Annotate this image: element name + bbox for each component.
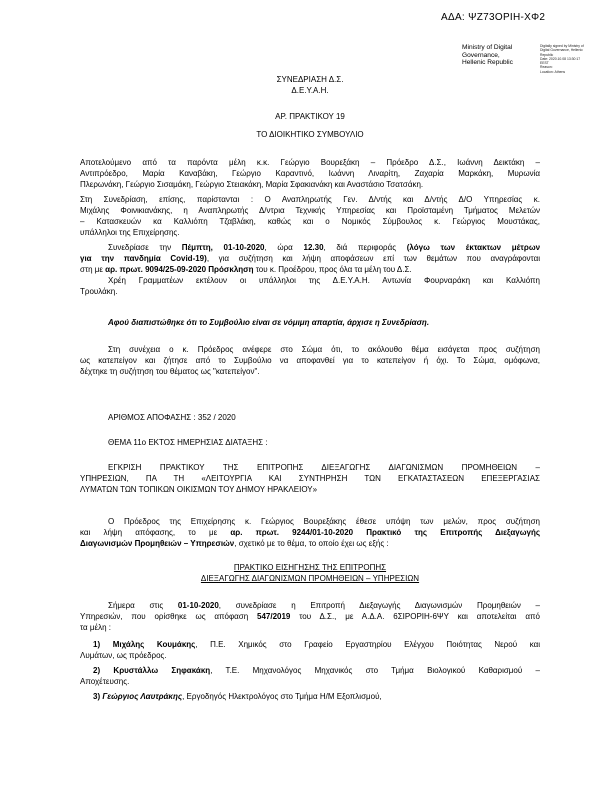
member-item [80, 639, 540, 650]
text: , σχετικό με το θέμα, το οποίο έχει ως εξής : [234, 539, 389, 548]
member-role: , Τ.Ε. Μηχανολόγος Μηχανικός στο Τμήμα Βιολογικού Καθαρισμού – [210, 666, 540, 675]
stamp-main-line: Governance, [462, 51, 500, 59]
session-title: ΣΥΝΕΔΡΙΑΣΗ Δ.Σ. [276, 75, 344, 84]
committee-minutes-ref: Διαγωνισμών Προμηθειών – Υπηρεσιών [80, 539, 235, 548]
session-date-line [80, 253, 540, 264]
stamp-detail-line: Reason: [540, 65, 553, 70]
stamp-detail-line: Digitally signed by Ministry of [540, 44, 584, 48]
member-role: , Εργοδηγός Ηλεκτρολόγος στο Τμήμα Η/Μ Εξοπλισμού, [182, 692, 382, 701]
member-number: 1) [93, 640, 101, 649]
text: και λήψη απόφασης, το με [80, 528, 231, 537]
member-item-cont: Αποχέτευσης. [80, 677, 130, 686]
session-time: 12.30 [303, 243, 324, 252]
text: στη με [80, 265, 106, 274]
text: Σήμερα στις [108, 601, 178, 610]
covid-note: για την πανδημία Covid-19) [80, 254, 207, 263]
text: Χρέη Γραμματέων εκτέλουν οι υπάλληλοι της Δ.Ε.Υ.Α.Η. Αντωνία Φουρναράκη και Καλλιόπη [108, 276, 540, 285]
covid-note: (λόγω των έκτακτων μέτρων [406, 243, 541, 252]
report-subtitle: ΔΙΕΞΑΓΩΓΗΣ ΔΙΑΓΩΝΙΣΜΩΝ ΠΡΟΜΗΘΕΙΩΝ – ΥΠΗΡΕΣΙΩΝ [200, 574, 420, 583]
text: Ο Πρόεδρος της Επιχείρησης κ. Γεώργιος Βουρεξάκης έθεσε υπόψη των μελών, προς συζήτηση [108, 517, 540, 526]
approval-line [80, 462, 540, 473]
text: Στη συνέχεια ο κ. Πρόεδρος ανέφερε στο Σώμα ότι, το ακόλουθο θέμα εισάγεται προς συζήτηση [108, 345, 540, 354]
minutes-number: ΑΡ. ΠΡΑΚΤΙΚΟΥ 19 [275, 112, 345, 121]
urgent-line [80, 344, 540, 355]
stamp-main-line: Hellenic Republic [462, 59, 513, 67]
stamp-main-line: Ministry of Digital [462, 44, 513, 51]
members-line: Πλερωνάκη, Γεώργιο Σισαμάκη, Γεώργιο Στειακάκη, Μαρία Σφακιανάκη και Αναστάσιο Τσατσάκη. [80, 180, 424, 189]
member-item [80, 665, 540, 676]
committee-decision-ref: 547/2019 [257, 612, 291, 621]
president-line [80, 527, 540, 538]
stamp-detail-line: Republic [540, 52, 554, 57]
committee-line [80, 611, 540, 622]
president-line [80, 516, 540, 527]
quorum-statement: Αφού διαπιστώθηκε ότι το Συμβούλιο είναι σε νόμιμη απαρτία, άρχισε η Συνεδρίαση. [108, 318, 430, 327]
topic-heading: ΘΕΜΑ 11ο ΕΚΤΟΣ ΗΜΕΡΗΣΙΑΣ ΔΙΑΤΑΞΗΣ : [108, 438, 268, 447]
invitation-reference: αρ. πρωτ. 9094/25-09-2020 Πρόσκληση [105, 265, 254, 274]
committee-date: 01-10-2020 [177, 601, 219, 610]
members-line: Αποτελούμενο από τα παρόντα μέλη κ.κ. Γεώργιο Βουρεξάκη – Πρόεδρο Δ.Σ., Ιωάννη Δεικτάκη – [80, 158, 540, 167]
approval-line: ΥΠΗΡΕΣΙΩΝ, ΠΑ ΤΗ «ΛΕΙΤΟΥΡΓΙΑ ΚΑΙ ΣΥΝΤΗΡΗΣΗ ΤΩΝ ΕΓΚΑΤΑΣΤΑΣΕΩΝ ΕΠΕΞΕΡΓΑΣΙΑΣ [80, 474, 540, 483]
member-role: , Π.Ε. Χημικός στο Γραφείο Εργαστηρίου Ελέγχου Ποιότητας Νερού και [195, 640, 540, 649]
ada-code: ΑΔΑ: ΨΖ73ΟΡΙΗ-ΧΦ2 [441, 12, 546, 23]
text: , συνεδρίασε η Επιτροπή Διεξαγωγής Διαγωνισμών Προμηθειών – [218, 601, 541, 610]
attendees-line: – Κατασκευών κα Καλλιόπη Τζαβλάκη, καθώς και ο Νομικός Σύμβουλος κ. Γεώργιος Μουστάκας, [80, 217, 540, 226]
text: του Δ.Σ., με Α.Δ.Α. 6ΣΙΡΟΡΙΗ-6ΨΥ και αποτελείται από [290, 612, 540, 621]
stamp-details [540, 44, 602, 74]
attendees-line: Μιχάλης Φοινικιανάκης, η Αναπληρωτής Δ/ντρια Τεχνικής Υπηρεσίας και Προϊσταμένη Τμήματος Μελετών [80, 206, 540, 215]
stamp-main [462, 44, 542, 67]
urgent-line: δέχτηκε τη συζήτηση του θέματος ως "κατεπείγον". [80, 367, 260, 376]
approval-line: ΛΥΜΑΤΩΝ ΤΩΝ ΤΟΠΙΚΩΝ ΟΙΚΙΣΜΩΝ ΤΟΥ ΔΗΜΟΥ ΗΡΑΚΛΕΙΟΥ» [80, 485, 318, 494]
member-number: 3) [93, 692, 101, 701]
stamp-detail-line: Digital Governance, Hellenic [540, 48, 583, 53]
text: , για συζήτηση και λήψη αποφάσεων επί των θεμάτων που αναγράφονται [206, 254, 541, 263]
board-heading: ΤΟ ΔΙΟΙΚΗΤΙΚΟ ΣΥΜΒΟΥΛΙΟ [256, 130, 364, 139]
member-number: 2) [93, 666, 101, 675]
president-line [80, 538, 540, 549]
text: , ώρα [264, 243, 304, 252]
member-item [80, 691, 540, 702]
member-name: Κρυστάλλω Σηφακάκη [113, 666, 211, 675]
member-name: Γεώργιος Λαυτράκης [102, 692, 183, 701]
stamp-detail-line: EEST [540, 61, 549, 66]
decision-number: ΑΡΙΘΜΟΣ ΑΠΟΦΑΣΗΣ : 352 / 2020 [108, 413, 236, 422]
session-date-line [80, 242, 540, 253]
text: ΕΓΚΡΙΣΗ ΠΡΑΚΤΙΚΟΥ ΤΗΣ ΕΠΙΤΡΟΠΗΣ ΔΙΕΞΑΓΩΓΗΣ ΔΙΑΓΩΝΙΣΜΩΝ ΠΡΟΜΗΘΕΙΩΝ – [108, 463, 540, 472]
member-item-cont: Λυμάτων, ως πρόεδρος. [80, 651, 167, 660]
report-title: ΠΡΑΚΤΙΚΟ ΕΙΣΗΓΗΣΗΣ ΤΗΣ ΕΠΙΤΡΟΠΗΣ [233, 563, 387, 572]
text: Υπηρεσιών, που ορίσθηκε ως απόφαση [80, 612, 257, 621]
text: του κ. Προέδρου, προς όλα τα μέλη του Δ.Σ. [253, 265, 412, 274]
committee-line: τα μέλη : [80, 623, 111, 632]
stamp-detail-line: Location: Athens [540, 69, 566, 74]
members-line: Αντιπρόεδρο, Μαρία Καναβάκη, Γεώργιο Καραντινό, Ιωάννη Λιναρίτη, Ζαχαρία Μαρκάκη, Μυρωνία [80, 169, 540, 178]
session-date-line [80, 264, 540, 275]
text: , διά περιφοράς [323, 243, 407, 252]
organization-name: Δ.Ε.Υ.Α.Η. [291, 86, 329, 95]
stamp-detail-line: Date: 2020.10.08 13:30:17 [540, 56, 581, 61]
digital-signature-stamp [462, 44, 602, 76]
urgent-line: ως κατεπείγον και ζήτησε από το Συμβούλιο να αποφανθεί για το κατεπείγον ή όχι. Το Σώμα, ομόφωνα, [80, 356, 540, 365]
attendees-line: Στη Συνεδρίαση, επίσης, παρίστανται : Ο Αναπληρωτής Γεν. Δ/ντής και Δ/ντής Δ/Ο Υπηρεσίας κ. [80, 195, 540, 204]
secretaries-line: Τρουλάκη. [80, 287, 118, 296]
member-name: Μιχάλης Κουμάκης [112, 640, 196, 649]
session-date: Πέμπτη, 01-10-2020 [181, 243, 265, 252]
secretaries-line [80, 275, 540, 286]
committee-minutes-ref: αρ. πρωτ. 9244/01-10-2020 Πρακτικό της Επιτροπής Διεξαγωγής [230, 528, 541, 537]
attendees-line: υπάλληλοι της Επιχείρησης. [80, 228, 180, 237]
committee-line [80, 600, 540, 611]
text: Συνεδρίασε την [108, 243, 182, 252]
